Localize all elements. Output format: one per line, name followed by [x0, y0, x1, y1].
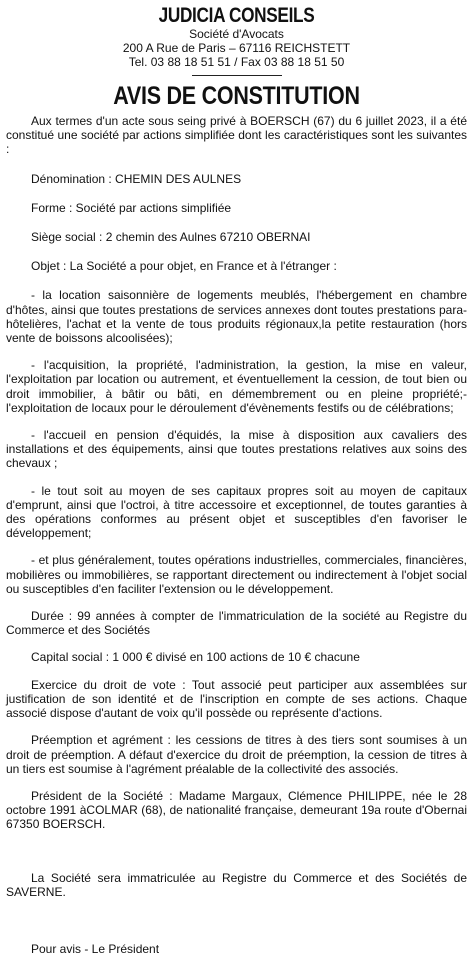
firm-address: 200 A Rue de Paris – 67116 REICHSTETT — [122, 41, 351, 55]
objet-item-3: - l'accueil en pension d'équidés, la mise à disposition aux cavaliers des installations et des équipements, ainsi que toutes prestations relatives aux soins des chevaux ; — [6, 428, 467, 471]
signature-line: Pour avis - Le Président — [31, 941, 160, 956]
firm-header — [6, 5, 467, 110]
legal-notice-page — [0, 5, 473, 974]
duree-paragraph: Durée : 99 années à compter de l'immatriculation de la société au Registre du Commerce et des Sociétés — [6, 609, 467, 638]
preemption-paragraph: Préemption et agrément : les cessions de titres à des tiers sont soumises à un droit de préemption. A défaut d'exercice du droit de préemption, la cession de titres à un tiers est soumise à l'agrément préalable de la collectivité des associés. — [6, 733, 467, 776]
president-paragraph: Président de la Société : Madame Margaux, Clémence PHILIPPE, née le 28 octobre 1991 àCOLMAR (68), de nationalité française, demeurant 19a route d'Obernai 67350 BOERSCH. — [6, 788, 467, 832]
objet-paragraph: Objet : La Société a pour objet, en France et à l'étranger : — [31, 259, 337, 274]
objet-item-1: - la location saisonnière de logements meublés, l'hébergement en chambre d'hôtes, ainsi que toutes prestations de services annexes dont toutes prestations para-hôtelières, l'achat et la vente de tous produits régionaux,la petite restauration (hors vente de boissons alcoolisées); — [6, 288, 467, 346]
firm-phone-fax: Tel. 03 88 18 51 51 / Fax 03 88 18 51 50 — [128, 55, 345, 69]
intro-paragraph: Aux termes d'un acte sous seing privé à BOERSCH (67) du 6 juillet 2023, il a été constitué une société par actions simplifiée dont les caractéristiques sont les suivantes : — [6, 114, 467, 157]
objet-item-4: - le tout soit au moyen de ses capitaux propres soit au moyen de capitaux d'emprunt, ainsi que l'octroi, à titre accessoire et exceptionnel, de toutes garanties à des opérations conformes au présent objet et susceptibles d'en favoriser le développement; — [6, 483, 467, 541]
capital-paragraph: Capital social : 1 000 € divisé en 100 actions de 10 € chacune — [31, 650, 360, 665]
vote-paragraph: Exercice du droit de vote : Tout associé peut participer aux assemblées sur justification de son identité et de l'inscription en compte de ses actions. Chaque associé dispose d'autant de voix qu'il possède ou représente d'actions. — [6, 677, 467, 721]
denomination-paragraph: Dénomination : CHEMIN DES AULNES — [31, 171, 242, 186]
immatriculation-paragraph: La Société sera immatriculée au Registre du Commerce et des Sociétés de SAVERNE. — [6, 870, 467, 899]
header-divider — [192, 75, 282, 76]
notice-body — [6, 114, 467, 956]
firm-name: JUDICIA CONSEILS — [158, 4, 315, 27]
objet-item-5: - et plus généralement, toutes opérations industrielles, commerciales, financières, mobilières ou immobilières, se rapportant directement ou indirectement à l'objet social ou susceptibles d'en faciliter l'extension ou le développement. — [6, 553, 467, 596]
firm-type: Société d'Avocats — [189, 27, 284, 41]
forme-paragraph: Forme : Société par actions simplifiée — [31, 200, 232, 215]
notice-title: AVIS DE CONSTITUTION — [113, 82, 360, 110]
siege-paragraph: Siège social : 2 chemin des Aulnes 67210 OBERNAI — [31, 230, 311, 245]
objet-item-2: - l'acquisition, la propriété, l'administration, la gestion, la mise en valeur, l'exploitation par location ou autrement, et éventuellement la cession, de tout bien ou droit immobilier, à bâtir ou bâti, en démembrement ou en pleine propriété;- l'exploitation de locaux pour le déroulement d'évènements festifs ou de célébrations; — [6, 358, 467, 415]
